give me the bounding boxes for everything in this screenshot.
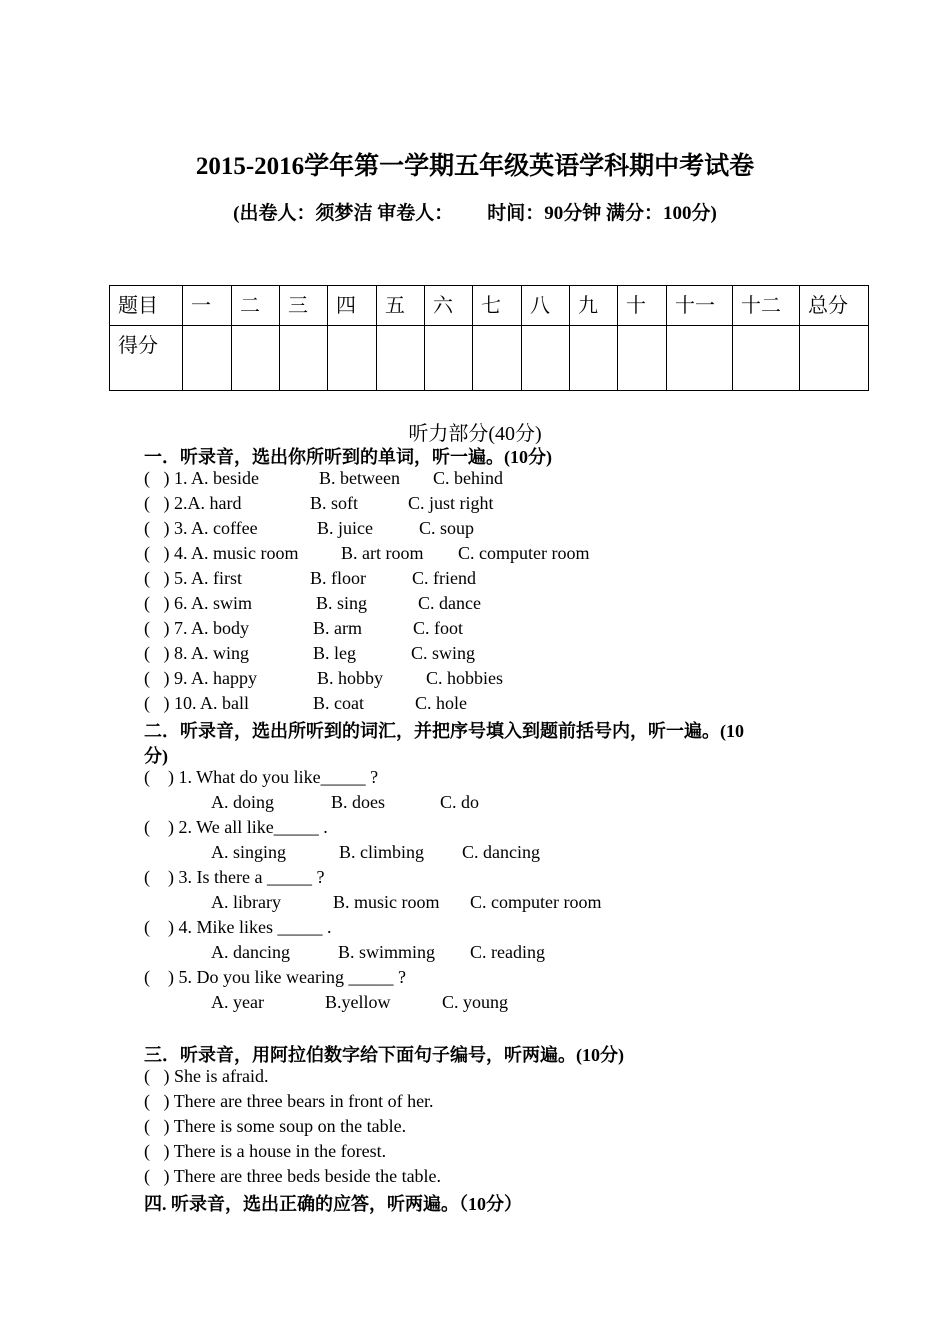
- item-option-c: C. dance: [418, 593, 481, 613]
- item-option-b: B. leg: [313, 643, 356, 663]
- list-item: [144, 468, 259, 489]
- answer-bracket[interactable]: ( ): [144, 643, 170, 663]
- subtitle-time-score: 时间：90分钟 满分：100分): [487, 203, 717, 224]
- item-option-a: A. year: [211, 992, 264, 1012]
- list-item: [144, 568, 242, 589]
- score-table-header-row: [110, 286, 869, 326]
- list-item: [144, 543, 299, 564]
- item-option-c: C. behind: [433, 468, 503, 488]
- sentence-text: There are three beds beside the table.: [173, 1166, 442, 1186]
- item-option-b: B. art room: [341, 543, 424, 563]
- answer-bracket[interactable]: ( ): [144, 1116, 170, 1136]
- answer-bracket[interactable]: ( ): [144, 867, 174, 887]
- answer-bracket[interactable]: ( ): [144, 1141, 170, 1161]
- list-item: [144, 917, 332, 938]
- score-table: [109, 285, 869, 391]
- item-option-c: C. dancing: [462, 842, 540, 862]
- answer-bracket[interactable]: ( ): [144, 693, 170, 713]
- answer-bracket[interactable]: ( ): [144, 767, 174, 787]
- score-table-score-row: [110, 326, 869, 391]
- section1-heading: 一．听录音，选出你所听到的单词，听一遍。(10分): [144, 447, 552, 467]
- item-option-a: A. library: [211, 892, 281, 912]
- score-cell[interactable]: [618, 326, 667, 391]
- score-table-header-cell: 一: [183, 286, 232, 326]
- score-table-header-cell: 十: [618, 286, 667, 326]
- score-row-label: 得分: [110, 326, 183, 391]
- answer-bracket[interactable]: ( ): [144, 668, 170, 688]
- item-option-a: 3. A. coffee: [174, 518, 258, 538]
- answer-bracket[interactable]: ( ): [144, 543, 170, 563]
- score-cell[interactable]: [328, 326, 377, 391]
- score-table-header-cell: 七: [473, 286, 522, 326]
- item-option-b: B.yellow: [325, 992, 391, 1012]
- answer-bracket[interactable]: ( ): [144, 518, 170, 538]
- item-option-c: C. friend: [412, 568, 476, 588]
- score-table-header-cell: 总分: [800, 286, 869, 326]
- item-option-c: C. computer room: [458, 543, 590, 563]
- item-option-c: C. computer room: [470, 892, 602, 912]
- list-item: [144, 867, 324, 888]
- item-option-a: A. doing: [211, 792, 274, 812]
- item-option-b: B. does: [331, 792, 385, 812]
- item-option-c: C. just right: [408, 493, 494, 513]
- score-cell[interactable]: [280, 326, 328, 391]
- question-text: 4. Mike likes _____ .: [178, 917, 332, 937]
- item-option-b: B. juice: [317, 518, 373, 538]
- answer-bracket[interactable]: ( ): [144, 917, 174, 937]
- answer-bracket[interactable]: ( ): [144, 468, 170, 488]
- item-option-b: B. arm: [313, 618, 362, 638]
- section4-heading: 四. 听录音，选出正确的应答，听两遍。（10分）: [144, 1194, 522, 1214]
- item-option-b: B. climbing: [339, 842, 424, 862]
- item-option-b: B. floor: [310, 568, 366, 588]
- score-table-header-cell: 九: [570, 286, 618, 326]
- item-option-a: 8. A. wing: [174, 643, 250, 663]
- score-cell[interactable]: [570, 326, 618, 391]
- answer-bracket[interactable]: ( ): [144, 967, 174, 987]
- item-option-a: A. singing: [211, 842, 287, 862]
- sentence-text: There are three bears in front of her.: [173, 1091, 434, 1111]
- exam-title: 2015-2016学年第一学期五年级英语学科期中考试卷: [195, 153, 755, 180]
- list-item: [144, 1066, 268, 1087]
- section3-heading: 三．听录音，用阿拉伯数字给下面句子编号，听两遍。(10分): [144, 1045, 624, 1065]
- item-option-c: C. reading: [470, 942, 545, 962]
- answer-bracket[interactable]: ( ): [144, 618, 170, 638]
- question-text: 5. Do you like wearing _____ ?: [178, 967, 406, 987]
- item-option-a: 5. A. first: [174, 568, 243, 588]
- answer-bracket[interactable]: ( ): [144, 1091, 170, 1111]
- score-table-header-cell: 四: [328, 286, 377, 326]
- score-cell[interactable]: [800, 326, 869, 391]
- list-item: [144, 668, 257, 689]
- item-option-b: B. between: [319, 468, 400, 488]
- score-cell[interactable]: [667, 326, 733, 391]
- list-item: [144, 618, 249, 639]
- score-table-header-cell: 八: [522, 286, 570, 326]
- answer-bracket[interactable]: ( ): [144, 1166, 170, 1186]
- item-option-a: 2.A. hard: [174, 493, 242, 513]
- item-option-c: C. foot: [413, 618, 464, 638]
- score-table-header-cell: 题目: [110, 286, 183, 326]
- score-cell[interactable]: [473, 326, 522, 391]
- item-option-a: 10. A. ball: [174, 693, 249, 713]
- list-item: [144, 1141, 386, 1162]
- answer-bracket[interactable]: ( ): [144, 493, 170, 513]
- list-item: [144, 643, 249, 664]
- subtitle-authors: (出卷人：须梦洁 审卷人：: [233, 203, 454, 224]
- score-table-header-cell: 十二: [733, 286, 800, 326]
- score-cell[interactable]: [733, 326, 800, 391]
- question-text: 1. What do you like_____ ?: [178, 767, 379, 787]
- score-table-header-cell: 五: [377, 286, 425, 326]
- score-cell[interactable]: [425, 326, 473, 391]
- item-option-b: B. music room: [333, 892, 440, 912]
- item-option-a: 1. A. beside: [174, 468, 259, 488]
- item-option-b: B. sing: [316, 593, 368, 613]
- question-text: 2. We all like_____ .: [178, 817, 328, 837]
- item-option-c: C. swing: [411, 643, 476, 663]
- item-option-c: C. hobbies: [426, 668, 504, 688]
- answer-bracket[interactable]: ( ): [144, 593, 170, 613]
- item-option-b: B. coat: [313, 693, 364, 713]
- exam-subtitle: [0, 198, 950, 225]
- item-option-a: 9. A. happy: [174, 668, 257, 688]
- item-option-a: 6. A. swim: [174, 593, 253, 613]
- item-option-b: B. soft: [310, 493, 359, 513]
- item-option-c: C. do: [440, 792, 480, 812]
- score-cell[interactable]: [377, 326, 425, 391]
- item-option-a: A. dancing: [211, 942, 290, 962]
- answer-bracket[interactable]: ( ): [144, 568, 170, 588]
- item-option-b: B. hobby: [317, 668, 384, 688]
- sentence-text: There is a house in the forest.: [173, 1141, 387, 1161]
- question-text: 3. Is there a _____ ?: [178, 867, 325, 887]
- score-table-header-cell: 十一: [667, 286, 733, 326]
- list-item: [144, 967, 406, 988]
- answer-bracket[interactable]: ( ): [144, 1066, 170, 1086]
- list-item: [144, 593, 252, 614]
- score-table-header-cell: 六: [425, 286, 473, 326]
- score-table-header-cell: 三: [280, 286, 328, 326]
- listening-section-header: 听力部分(40分): [408, 423, 542, 445]
- item-option-c: C. hole: [415, 693, 467, 713]
- item-option-c: C. soup: [419, 518, 475, 538]
- score-cell[interactable]: [232, 326, 280, 391]
- section2-heading-cont: 分): [144, 746, 168, 766]
- item-option-b: B. swimming: [338, 942, 436, 962]
- score-table-header-cell: 二: [232, 286, 280, 326]
- list-item: [144, 1116, 406, 1137]
- list-item: [144, 817, 328, 838]
- section2-heading: 二．听录音，选出所听到的词汇，并把序号填入到题前括号内，听一遍。(10: [144, 721, 744, 741]
- item-option-a: 7. A. body: [174, 618, 250, 638]
- list-item: [144, 767, 378, 788]
- item-option-a: 4. A. music room: [174, 543, 299, 563]
- list-item: [144, 518, 258, 539]
- list-item: [144, 693, 249, 714]
- answer-bracket[interactable]: ( ): [144, 817, 174, 837]
- item-option-c: C. young: [442, 992, 509, 1012]
- sentence-text: She is afraid.: [174, 1066, 269, 1086]
- sentence-text: There is some soup on the table.: [173, 1116, 407, 1136]
- list-item: [144, 1166, 441, 1187]
- list-item: [144, 1091, 434, 1112]
- list-item: [144, 493, 241, 514]
- score-cell[interactable]: [522, 326, 570, 391]
- score-cell[interactable]: [183, 326, 232, 391]
